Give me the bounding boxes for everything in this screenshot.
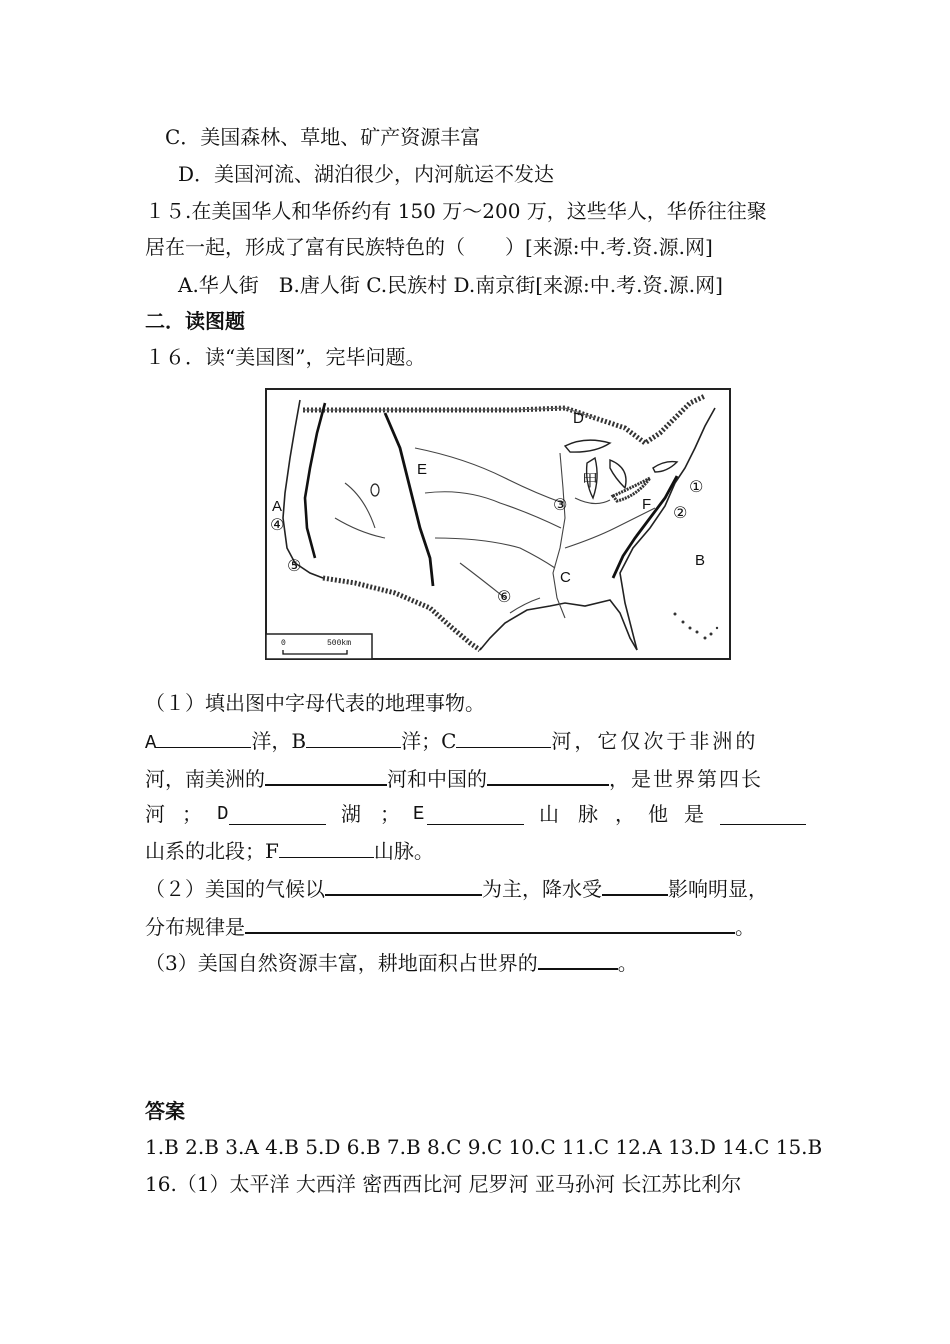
question-15-line1: １５.在美国华人和华侨约有 150 万～200 万，这些华人，华侨往往聚 <box>145 199 767 223</box>
text-c8: 脉 <box>578 802 598 826</box>
text-p2-5: 。 <box>735 915 755 939</box>
blank-b[interactable] <box>306 727 401 748</box>
blank-d[interactable] <box>229 804 326 825</box>
text-p2-1: （２）美国的气候以 <box>145 877 325 901</box>
text-p2-2: 为主，降水受 <box>482 877 602 901</box>
blank-china-river[interactable] <box>487 764 609 786</box>
text-p3-1: （3）美国自然资源丰富，耕地面积占世界的 <box>145 951 538 975</box>
part3-line <box>145 948 638 977</box>
section-heading: 二．读图题 <box>145 309 245 333</box>
blank-f[interactable] <box>279 837 374 858</box>
map-label-a: A <box>272 498 283 515</box>
blank-c[interactable] <box>456 727 551 748</box>
map-label-3: ③ <box>553 495 568 514</box>
part2-line-1 <box>145 874 768 903</box>
question-15-options: A.华人街 B.唐人街 C.民族村 D.南京街[来源:中.考.资.源.网] <box>178 273 723 297</box>
part2-line-2 <box>145 912 755 941</box>
text-b1: 河，南美洲的 <box>145 767 265 791</box>
blank-precip-factor[interactable] <box>602 874 668 896</box>
text-a3: 洋；C <box>401 729 457 753</box>
text-p2-3: 影响明显， <box>668 877 768 901</box>
text-c5: ； <box>380 802 400 826</box>
answer-list: 1.B 2.B 3.A 4.B 5.D 6.B 7.B 8.C 9.C 10.C 11.C 12.A 13.D 14.C 15.B <box>145 1135 823 1159</box>
scale-km: 500km <box>327 639 352 648</box>
text-c3: D <box>217 803 229 825</box>
text-c4: 湖 <box>341 802 361 826</box>
text-a2: 洋，B <box>251 729 307 753</box>
map-label-1: ① <box>689 477 704 496</box>
map-label-b: B <box>695 552 706 569</box>
question-16: １６．读“美国图”，完毕问题。 <box>145 345 426 369</box>
blank-a[interactable] <box>156 727 251 748</box>
map-label-jia: 甲 <box>582 473 599 490</box>
answer-16: 16.（1）太平洋 大西洋 密西西比河 尼罗河 亚马孙河 长江苏比利尔 <box>145 1172 742 1196</box>
text-a: A <box>145 732 157 754</box>
question-15-line2: 居在一起，形成了富有民族特色的（ ）[来源:中.考.资.源.网] <box>145 235 713 259</box>
part1-line-a <box>145 727 758 757</box>
text-p2-4: 分布规律是 <box>145 915 245 939</box>
map-label-d: D <box>573 410 584 427</box>
text-c7: 山 <box>539 802 559 826</box>
answer-heading: 答案 <box>145 1099 185 1123</box>
text-c2: ； <box>182 802 202 826</box>
map-label-6: ⑥ <box>497 587 512 606</box>
text-b3: ，是世界第四长 <box>609 767 763 791</box>
map-label-f: F <box>642 496 652 513</box>
part1-line-d <box>145 837 434 865</box>
map-label-4: ④ <box>270 515 285 534</box>
text-c10: 他 <box>648 802 668 826</box>
text-c11: 是 <box>684 802 704 826</box>
map-label-c: C <box>560 569 571 586</box>
option-d: D．美国河流、湖泊很少，内河航运不发达 <box>178 162 555 186</box>
blank-climate[interactable] <box>325 874 482 896</box>
map-label-2: ② <box>673 503 688 522</box>
blank-distribution[interactable] <box>245 912 735 934</box>
text-p3-2: 。 <box>617 951 638 975</box>
text-b2: 河和中国的 <box>387 767 487 791</box>
blank-farmland[interactable] <box>538 948 618 970</box>
map-label-e: E <box>417 461 428 478</box>
map-label-5: ⑤ <box>287 556 302 575</box>
part1-line-b <box>145 764 763 793</box>
text-d2: 山脉。 <box>373 839 434 863</box>
blank-mountain-system[interactable] <box>720 804 806 825</box>
part1-title: （１）填出图中字母代表的地理事物。 <box>145 691 485 715</box>
text-c6: E <box>413 803 425 825</box>
blank-south-america-river[interactable] <box>265 764 387 786</box>
scale-zero: 0 <box>281 639 286 648</box>
blank-e[interactable] <box>427 804 524 825</box>
usa-map <box>265 388 731 660</box>
text-a4: 河，它仅次于非洲的 <box>551 729 759 753</box>
text-d1: 山系的北段；F <box>145 839 279 863</box>
text-c1: 河 <box>145 802 165 826</box>
option-c: C．美国森林、草地、矿产资源丰富 <box>165 125 481 149</box>
text-c9: ， <box>615 802 635 826</box>
